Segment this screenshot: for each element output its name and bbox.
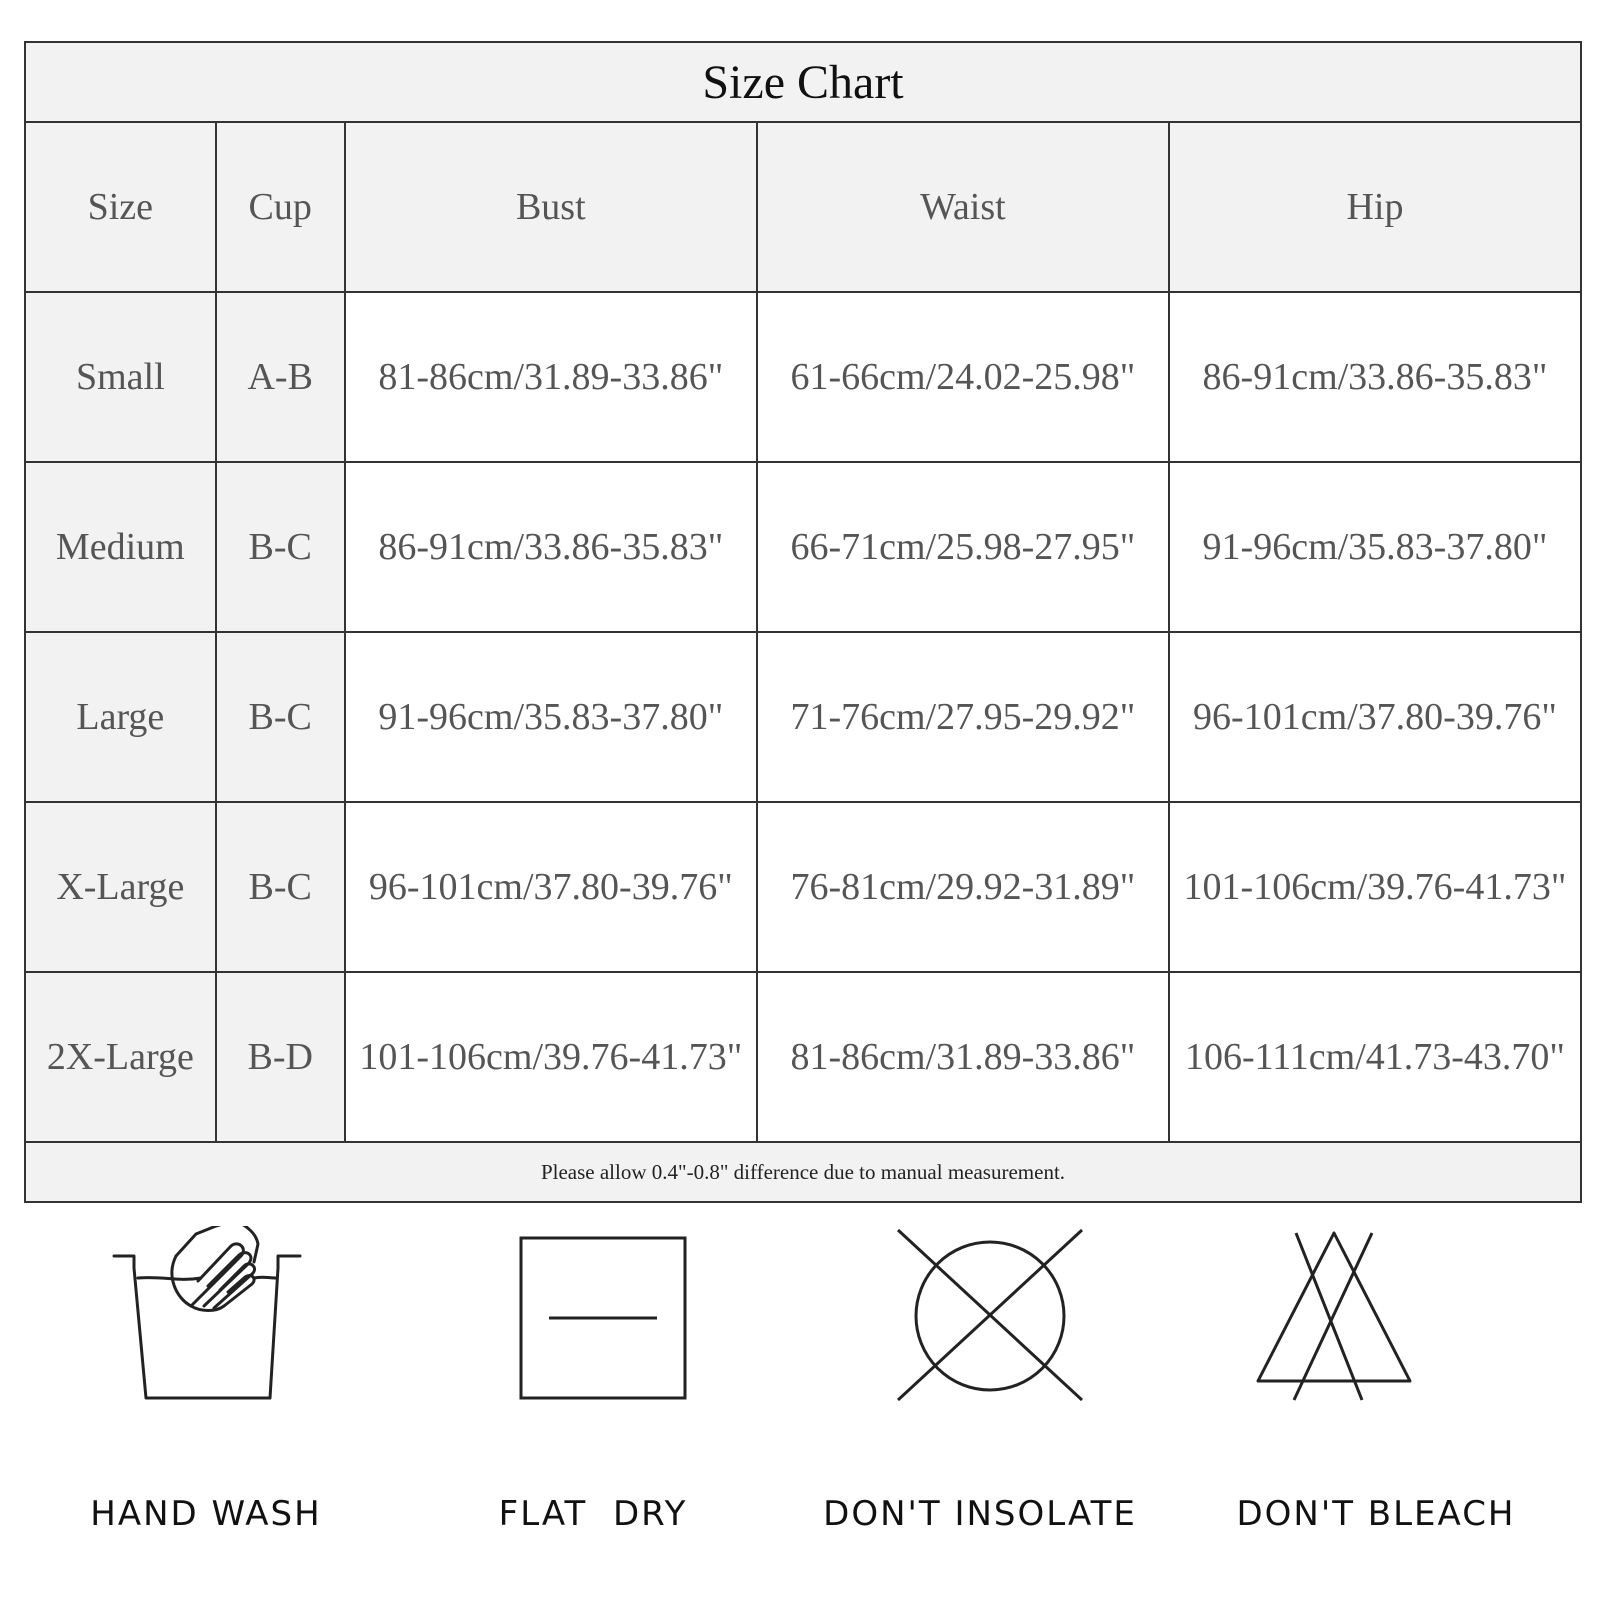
waist-cell: 76-81cm/29.92-31.89" [757,802,1169,972]
waist-cell: 61-66cm/24.02-25.98" [757,292,1169,462]
table-row [25,802,1581,972]
care-item-flat-dry [413,1226,773,1556]
header-cup: Cup [216,122,345,292]
size-cell: 2X-Large [25,972,216,1142]
care-item-hand-wash [26,1226,386,1556]
chart-title: Size Chart [25,42,1581,122]
header-hip: Hip [1169,122,1581,292]
measurement-note: Please allow 0.4"-0.8" difference due to manual measurement. [25,1142,1581,1202]
hand-wash-label: HAND WASH [90,1494,322,1534]
bust-cell: 81-86cm/31.89-33.86" [345,292,757,462]
hip-cell: 86-91cm/33.86-35.83" [1169,292,1581,462]
dont-bleach-icon [1196,1226,1556,1476]
hip-cell: 106-111cm/41.73-43.70" [1169,972,1581,1142]
waist-cell: 66-71cm/25.98-27.95" [757,462,1169,632]
bust-cell: 91-96cm/35.83-37.80" [345,632,757,802]
size-cell: X-Large [25,802,216,972]
dont-insolate-label: DON'T INSOLATE [823,1494,1137,1534]
flat-dry-icon [413,1226,773,1476]
waist-cell: 71-76cm/27.95-29.92" [757,632,1169,802]
cup-cell: A-B [216,292,345,462]
dont-insolate-icon [800,1226,1160,1476]
cup-cell: B-D [216,972,345,1142]
hand-wash-icon [26,1226,386,1476]
cup-cell: B-C [216,632,345,802]
size-cell: Small [25,292,216,462]
header-waist: Waist [757,122,1169,292]
dont-bleach-label: DON'T BLEACH [1236,1494,1516,1534]
bust-cell: 86-91cm/33.86-35.83" [345,462,757,632]
size-cell: Medium [25,462,216,632]
header-bust: Bust [345,122,757,292]
care-item-dont-insolate [800,1226,1160,1556]
table-row [25,462,1581,632]
size-chart-table [24,41,1582,1203]
care-instructions [0,1226,1600,1556]
cup-cell: B-C [216,802,345,972]
hip-cell: 91-96cm/35.83-37.80" [1169,462,1581,632]
table-row [25,972,1581,1142]
bust-cell: 101-106cm/39.76-41.73" [345,972,757,1142]
header-size: Size [25,122,216,292]
flat-dry-label: FLAT DRY [498,1494,688,1534]
table-row [25,632,1581,802]
size-cell: Large [25,632,216,802]
hip-cell: 101-106cm/39.76-41.73" [1169,802,1581,972]
cup-cell: B-C [216,462,345,632]
bust-cell: 96-101cm/37.80-39.76" [345,802,757,972]
care-item-dont-bleach [1196,1226,1556,1556]
waist-cell: 81-86cm/31.89-33.86" [757,972,1169,1142]
table-row [25,292,1581,462]
hip-cell: 96-101cm/37.80-39.76" [1169,632,1581,802]
